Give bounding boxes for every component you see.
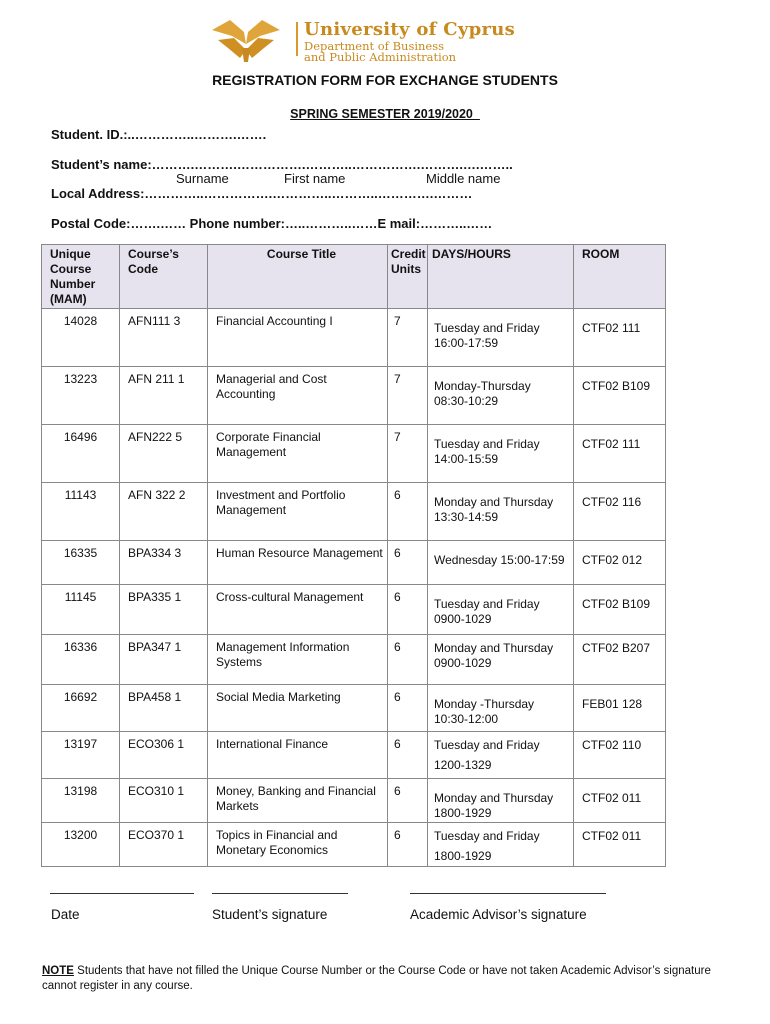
course-code-cell: AFN 322 2 <box>120 483 208 541</box>
course-table <box>41 244 666 867</box>
course-title-cell: Topics in Financial and Monetary Economics <box>208 823 388 867</box>
days-text: Monday and Thursday <box>434 791 554 805</box>
hours-text: 13:30-14:59 <box>434 510 499 524</box>
days-hours-cell <box>428 483 574 541</box>
credit-units-cell: 6 <box>388 483 428 541</box>
table-row <box>42 367 666 425</box>
table-row <box>42 541 666 585</box>
course-title-cell: Social Media Marketing <box>208 685 388 732</box>
local-address-field[interactable]: Local Address:…………..…………….…………..………..………….……… <box>51 186 473 201</box>
table-row <box>42 635 666 685</box>
header-mam: Unique Course Number (MAM) <box>42 245 120 309</box>
mam-cell: 11145 <box>42 585 120 635</box>
mam-cell: 16336 <box>42 635 120 685</box>
student-id-field[interactable]: Student. ID.:..…………..……….……. <box>51 127 267 142</box>
course-code-cell: BPA335 1 <box>120 585 208 635</box>
course-code-cell: ECO306 1 <box>120 732 208 779</box>
mam-cell: 13197 <box>42 732 120 779</box>
room-cell: CTF02 011 <box>574 823 666 867</box>
advisor-signature-line <box>410 893 606 894</box>
mam-cell: 13198 <box>42 779 120 823</box>
student-signature-line <box>212 893 348 894</box>
room-cell: CTF02 B207 <box>574 635 666 685</box>
header-course-title: Course Title <box>208 245 388 309</box>
days-text: Tuesday and Friday <box>434 738 540 752</box>
days-hours-cell <box>428 732 574 779</box>
course-code-cell: AFN 211 1 <box>120 367 208 425</box>
table-row <box>42 732 666 779</box>
credit-units-cell: 6 <box>388 685 428 732</box>
days-hours-cell <box>428 779 574 823</box>
credit-units-cell: 7 <box>388 367 428 425</box>
student-name-field[interactable]: Student’s name:……….……….…………….………..…………….……….….…….. <box>51 157 513 172</box>
header-course-code: Course’s Code <box>120 245 208 309</box>
department-line-1: Department of Business <box>304 39 445 53</box>
room-cell: CTF02 111 <box>574 309 666 367</box>
course-code-cell: BPA334 3 <box>120 541 208 585</box>
credit-units-cell: 6 <box>388 635 428 685</box>
course-code-cell: BPA347 1 <box>120 635 208 685</box>
mam-cell: 14028 <box>42 309 120 367</box>
date-label: Date <box>51 907 80 922</box>
mam-cell: 16692 <box>42 685 120 732</box>
mam-cell: 16335 <box>42 541 120 585</box>
course-title-cell: Investment and Portfolio Management <box>208 483 388 541</box>
table-row <box>42 309 666 367</box>
hours-text: 14:00-15:59 <box>434 452 499 466</box>
course-title-cell: Cross-cultural Management <box>208 585 388 635</box>
hours-text: 1800-1929 <box>434 849 492 863</box>
hours-text: 08:30-10:29 <box>434 394 499 408</box>
form-title: REGISTRATION FORM FOR EXCHANGE STUDENTS <box>212 72 558 88</box>
header-days-hours: DAYS/HOURS <box>428 245 574 309</box>
days-hours-cell <box>428 685 574 732</box>
course-title-cell: International Finance <box>208 732 388 779</box>
table-row <box>42 823 666 867</box>
credit-units-cell: 7 <box>388 425 428 483</box>
mam-cell: 11143 <box>42 483 120 541</box>
advisor-signature-label: Academic Advisor’s signature <box>410 907 587 922</box>
credit-units-cell: 6 <box>388 779 428 823</box>
credit-units-cell: 6 <box>388 585 428 635</box>
course-title-cell: Money, Banking and Financial Markets <box>208 779 388 823</box>
header-credit-units: Credit Units <box>388 245 428 309</box>
room-cell: CTF02 B109 <box>574 585 666 635</box>
mam-cell: 13200 <box>42 823 120 867</box>
hours-text: 10:30-12:00 <box>434 712 499 726</box>
note-label: NOTE <box>42 965 74 977</box>
room-cell: FEB01 128 <box>574 685 666 732</box>
hours-text: 0900-1029 <box>434 612 492 626</box>
table-header-row <box>42 245 666 309</box>
room-cell: CTF02 110 <box>574 732 666 779</box>
course-title-cell: Financial Accounting I <box>208 309 388 367</box>
first-name-label: First name <box>284 171 346 186</box>
room-cell: CTF02 011 <box>574 779 666 823</box>
university-name: University of Cyprus <box>304 19 516 40</box>
course-title-cell: Managerial and Cost Accounting <box>208 367 388 425</box>
note-text: Students that have not filled the Unique Course Number or the Course Code or have not taken Academic Advisor’s signature cannot register in any course. <box>42 965 711 992</box>
mam-cell: 13223 <box>42 367 120 425</box>
course-title-cell: Human Resource Management <box>208 541 388 585</box>
hours-text: 1800-1929 <box>434 806 492 820</box>
days-text: Wednesday 15:00-17:59 <box>434 553 565 567</box>
days-text: Tuesday and Friday <box>434 597 540 611</box>
days-text: Monday and Thursday <box>434 641 554 655</box>
course-code-cell: AFN111 3 <box>120 309 208 367</box>
course-code-cell: ECO370 1 <box>120 823 208 867</box>
room-cell: CTF02 012 <box>574 541 666 585</box>
registration-note <box>42 964 732 994</box>
credit-units-cell: 6 <box>388 823 428 867</box>
days-hours-cell <box>428 823 574 867</box>
course-code-cell: BPA458 1 <box>120 685 208 732</box>
table-row <box>42 585 666 635</box>
university-logo <box>210 18 580 62</box>
table-row <box>42 685 666 732</box>
department-name <box>304 41 456 63</box>
days-text: Monday -Thursday <box>434 697 535 711</box>
days-text: Monday and Thursday <box>434 495 554 509</box>
course-code-cell: ECO310 1 <box>120 779 208 823</box>
days-text: Monday-Thursday <box>434 379 531 393</box>
table-row <box>42 425 666 483</box>
credit-units-cell: 7 <box>388 309 428 367</box>
days-hours-cell <box>428 541 574 585</box>
credit-units-cell: 6 <box>388 541 428 585</box>
postal-phone-email-field[interactable]: Postal Code:…….…… Phone number:…..………..……E mail:………..…… <box>51 216 493 231</box>
department-line-2: and Public Administration <box>304 50 457 64</box>
middle-name-label: Middle name <box>426 171 501 186</box>
mam-cell: 16496 <box>42 425 120 483</box>
room-cell: CTF02 116 <box>574 483 666 541</box>
header-room: ROOM <box>574 245 666 309</box>
days-hours-cell <box>428 367 574 425</box>
table-row <box>42 779 666 823</box>
room-cell: CTF02 B109 <box>574 367 666 425</box>
days-hours-cell <box>428 585 574 635</box>
course-title-cell: Corporate Financial Management <box>208 425 388 483</box>
hours-text: 0900-1029 <box>434 656 492 670</box>
days-text: Tuesday and Friday <box>434 437 540 451</box>
student-signature-label: Student’s signature <box>212 907 328 922</box>
semester-heading: SPRING SEMESTER 2019/2020_ <box>290 107 480 121</box>
surname-label: Surname <box>176 171 229 186</box>
table-row <box>42 483 666 541</box>
hours-text: 16:00-17:59 <box>434 336 499 350</box>
days-hours-cell <box>428 309 574 367</box>
credit-units-cell: 6 <box>388 732 428 779</box>
days-text: Tuesday and Friday <box>434 829 540 843</box>
course-title-cell: Management Information Systems <box>208 635 388 685</box>
course-code-cell: AFN222 5 <box>120 425 208 483</box>
days-hours-cell <box>428 425 574 483</box>
university-of-cyprus-emblem-icon <box>210 18 282 62</box>
date-line <box>50 893 194 894</box>
days-text: Tuesday and Friday <box>434 321 540 335</box>
days-hours-cell <box>428 635 574 685</box>
room-cell: CTF02 111 <box>574 425 666 483</box>
logo-divider <box>296 22 298 56</box>
hours-text: 1200-1329 <box>434 758 492 772</box>
